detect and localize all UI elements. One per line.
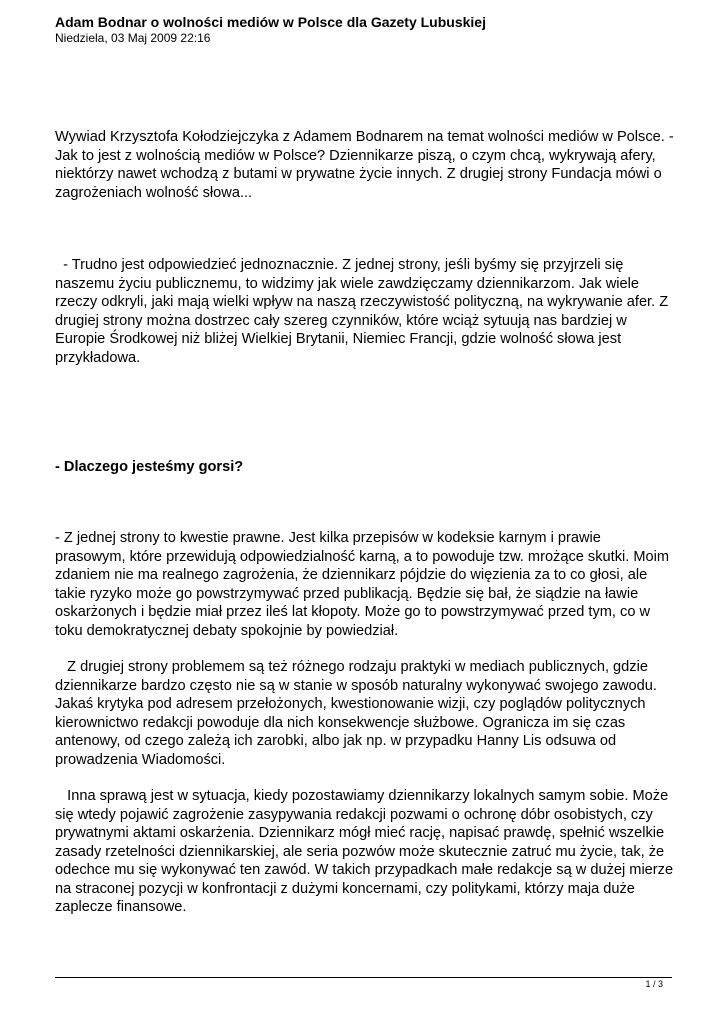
article-answer-1 [55,256,675,367]
answer-2-paragraph-2: Z drugiej strony problemem są też różnego rodzaju praktyki w mediach publicznych, gdzie dziennikarze bardzo często nie są w stanie w sposób naturalny wykonywać swojego zawodu. Jakaś krytyka pod adresem przełożonych, kwestionowanie wizji, czy poglądów politycznych kierownictwo redakcji powoduje dla nich konsekwencje służbowe. Ogranicza im się czas antenowy, od czego zależą ich zarobki, albo jak np. w przypadku Hanny Lis odsuwa od prowadzenia Wiadomości. [55,659,661,768]
page-number: 1 / 3 [645,979,663,989]
question-heading: - Dlaczego jesteśmy gorsi? [55,459,244,475]
answer-2-paragraph-3: Inna sprawą jest w sytuacja, kiedy pozostawiamy dziennikarzy lokalnych samym sobie. Może się wtedy pojawić zagrożenie zasypywania redakcji pozwami o ochronę dóbr osobistych, czy prywatnymi aktami oskarżenia. Dziennikarz mógł mieć rację, napisać prawdę, spełnić wszelkie zasady rzetelności dziennikarskiej, ale seria pozwów może skutecznie zatruć mu życie, tak, że odechce mu się wykonywać ten zawód. W takich przypadkach małe redakcje są w dużej mierze na straconej pozycji w konfrontacji z dużymi koncernami, czy politykami, którzy maja duże zaplecze finansowe. [55,788,678,915]
article-question [55,458,675,477]
lead-paragraph: Wywiad Krzysztofa Kołodziejczyka z Adamem Bodnarem na temat wolności mediów w Polsce. - Jak to jest z wolnością mediów w Polsce? Dziennikarze piszą, o czym chcą, wykrywają afery, niektórzy nawet wchodzą z butami w prywatne życie innych. Z drugiej strony Fundacja mówi o zagrożeniach wolność słowa... [55,129,674,201]
document-title: Adam Bodnar o wolności mediów w Polsce dla Gazety Lubuskiej [55,14,486,30]
answer-2-paragraph-1: - Z jednej strony to kwestie prawne. Jest kilka przepisów w kodeksie karnym i prawie prasowym, które przewidują odpowiedzialność karną, a to powoduje tzw. mrożące skutki. Moim zdaniem nie ma realnego zagrożenia, że dziennikarz pójdzie do więzienia za to co głosi, ale takie ryzyko może go powstrzymywać przed publikacją. Będzie się bał, że siądzie na ławie oskarżonych i będzie miał przez ileś lat kłopoty. Może go to powstrzymywać przed tym, co w toku demokratycznej debaty spokojnie by powiedział. [55,530,674,639]
footer-divider [55,977,672,978]
document-header [55,14,675,46]
article-lead [55,128,675,202]
article-answer-2 [55,529,678,917]
document-date: Niedziela, 03 Maj 2009 22:16 [55,31,211,45]
answer-1-paragraph: - Trudno jest odpowiedzieć jednoznacznie. Z jednej strony, jeśli byśmy się przyjrzeli się naszemu życiu publicznemu, to widzimy jak wiele zawdzięczamy dziennikarzom. Jak wiele rzeczy odkryli, jaki mają wielki wpływ na naszą rzeczywistość polityczną, na wykrywanie afer. Z drugiej strony można dostrzec cały szereg czynników, które wciąż sytuują nas bardziej w Europie Środkowej niż bliżej Wielkiej Brytanii, Niemiec Francji, gdzie wolność słowa jest przykładowa. [55,257,673,366]
